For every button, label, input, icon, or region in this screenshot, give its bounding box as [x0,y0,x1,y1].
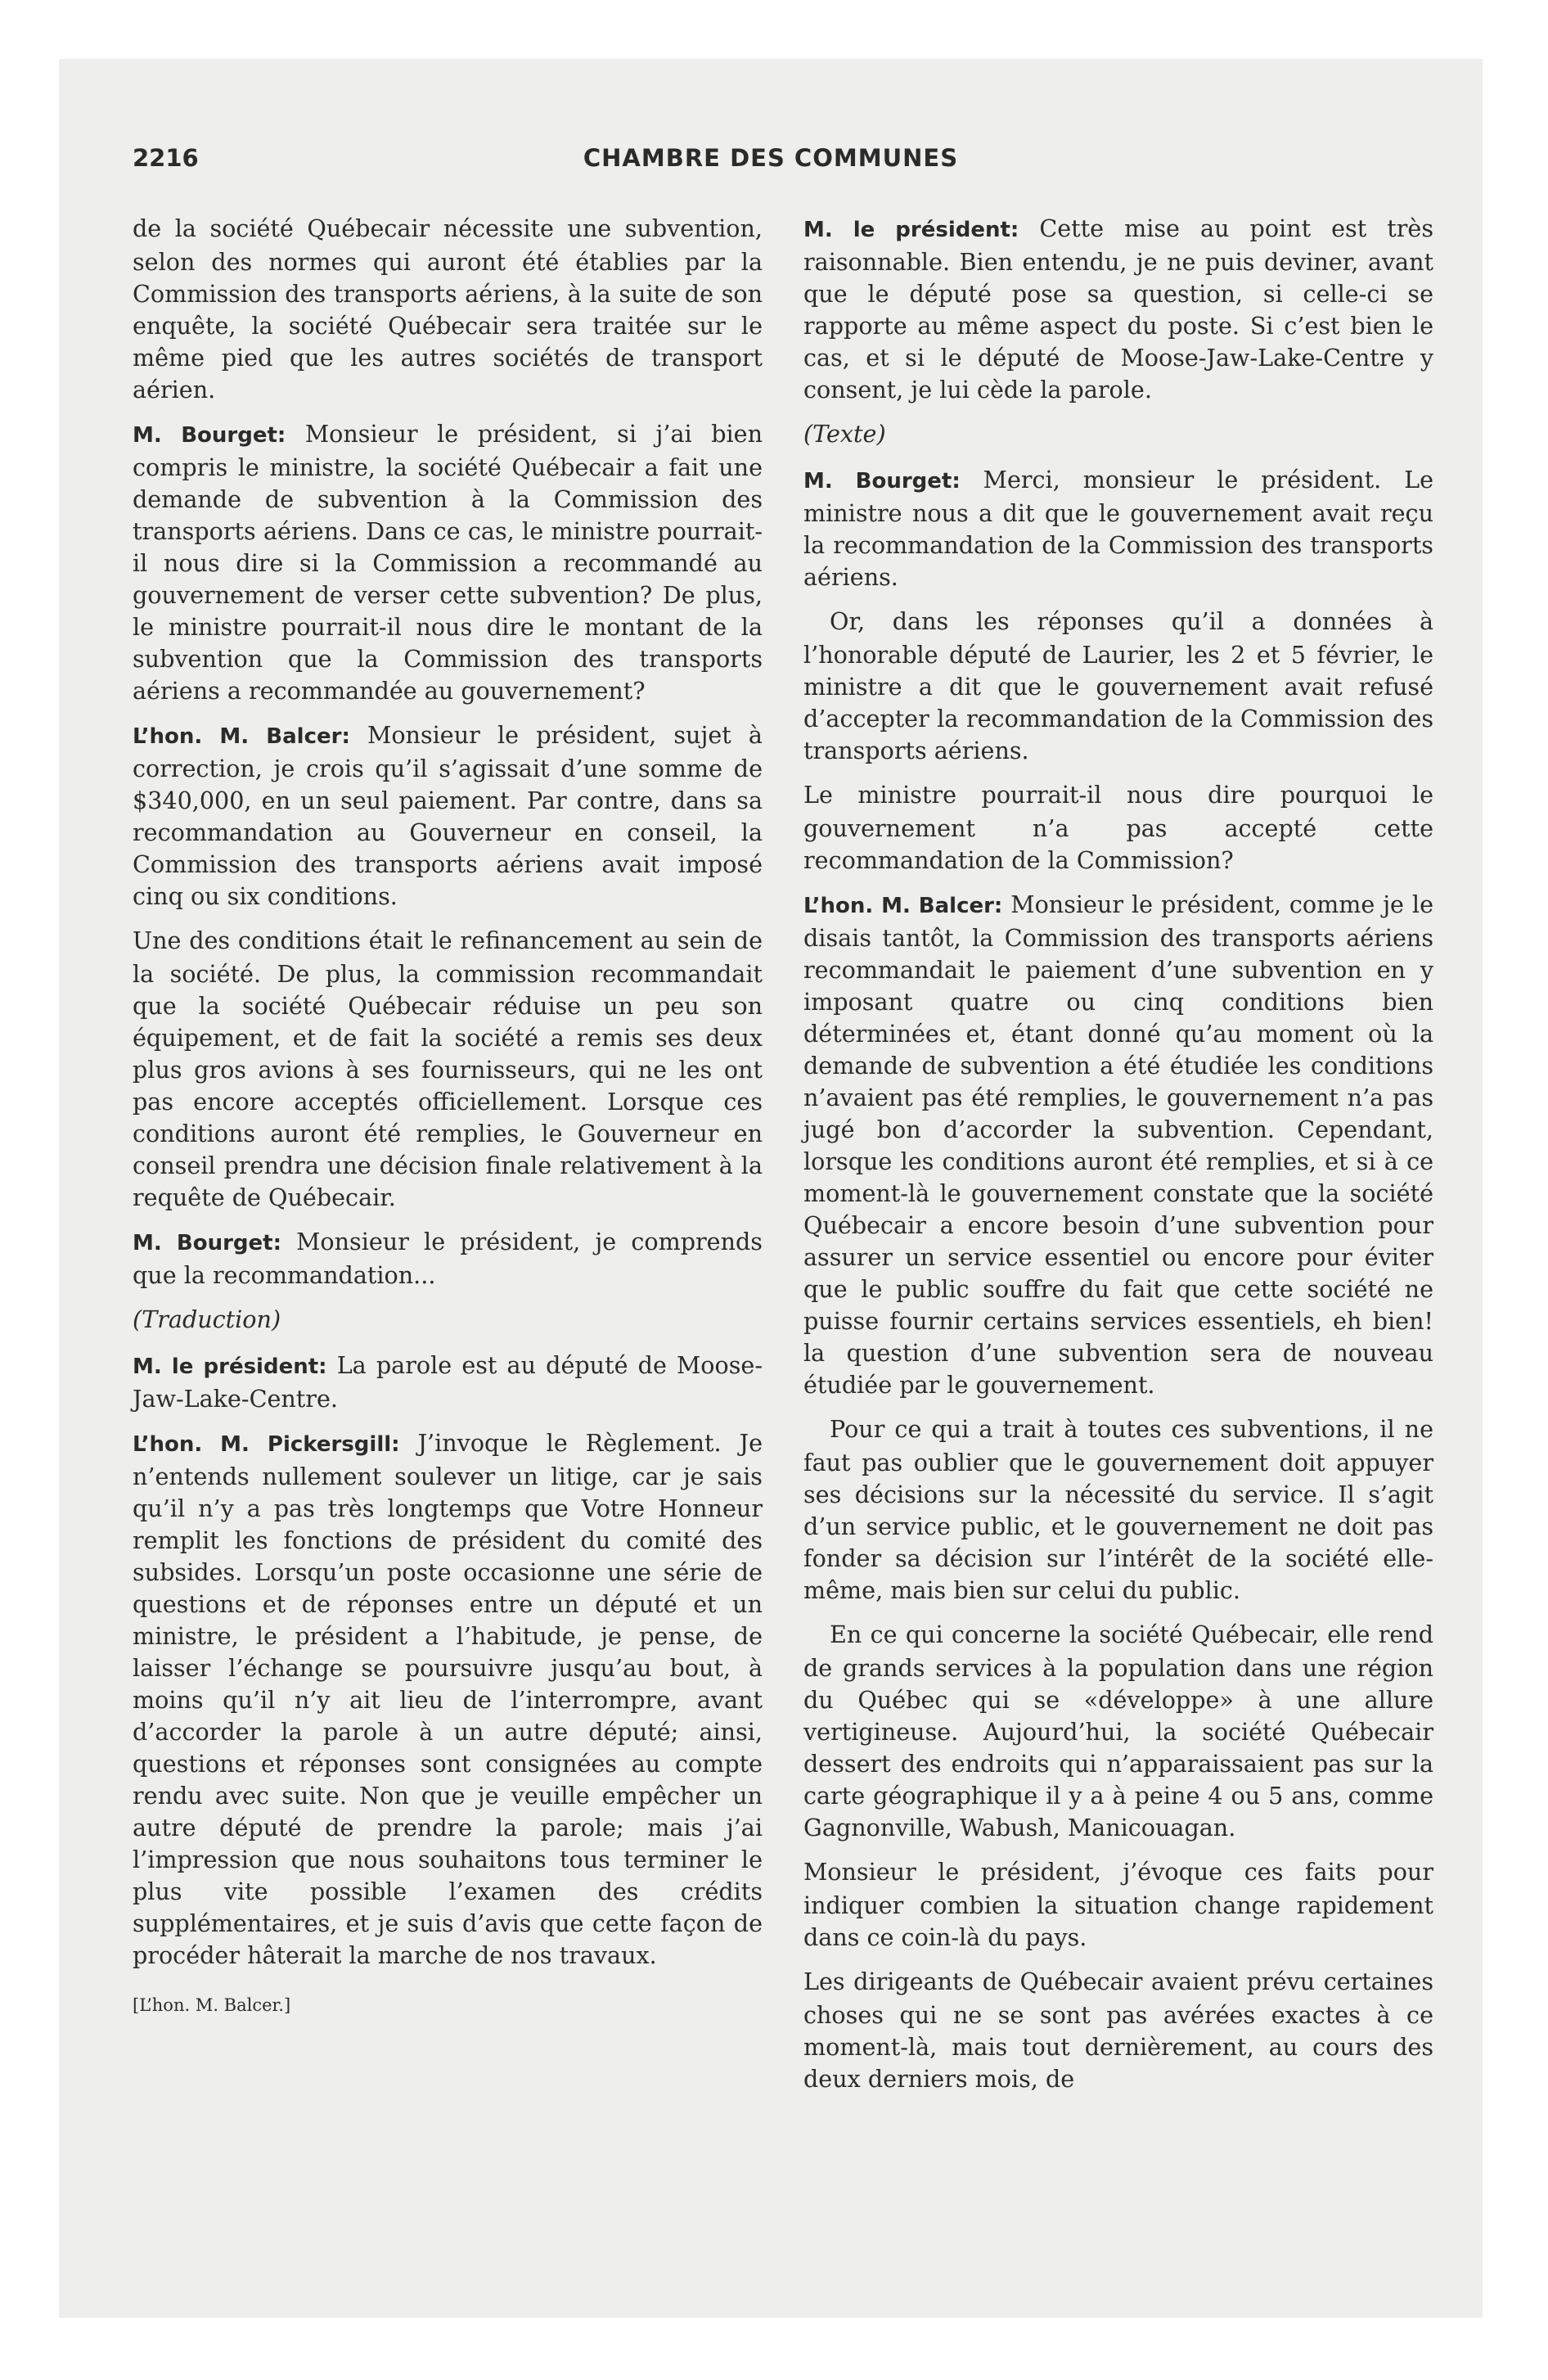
page-number: 2216 [133,144,199,172]
paragraph-text: Monsieur le président, si j’ai bien compris le ministre, la société Québecair a fait une demande de subvention à la Commission des transports aériens. Dans ce cas, le ministre pourrait-il nous dire si la Commission a recommandé au gouvernement de verser cette subvention? De plus, le ministre pourrait-il nous dire le montant de la subvention que la Commission des transports aériens a recommandée au gouvernement? [133,420,763,705]
paragraph-text: Monsieur le président, sujet à correction, je crois qu’il s’agissait d’une somme de $340,000, en un seul paiement. Par contre, dans sa recommandation au Gouverneur en conseil, la Commission des transports aériens avait imposé cinq ou six conditions. [133,721,763,910]
paragraph-text: de la société Québecair nécessite une subvention, selon des normes qui auront été établies par la Commission des transports aériens, à la suite de son enquête, la société Québecair sera traitée sur le même pied que les autres sociétés de transport aérien. [133,214,763,403]
paragraph-text: J’invoque le Règlement. Je n’entends nullement soulever un litige, car je sais qu’il n’y a pas très longtemps que Votre Honneur remplit les fonctions de président du comité des subsides. Lorsqu’un poste occasionne une série de questions et de réponses entre un député et un ministre, le président a l’habitude, je pense, de laisser l’échange se poursuivre jusqu’au bout, à moins qu’il n’y ait lieu de l’interrompre, avant d’accorder la parole à un autre député; ainsi, questions et réponses sont consignées au compte rendu avec suite. Non que je veuille empêcher un autre député de prendre la parole; mais j’ai l’impression que nous souhaitons tous terminer le plus vite possible l’examen des crédits supplémentaires, et je suis d’avis que cette façon de procéder hâterait la marche de nos travaux. [133,1429,763,1969]
paragraph-text: En ce qui concerne la société Québecair, elle rend de grands services à la population dans une région du Québec qui se «développe» à une allure vertigineuse. Aujourd’hui, la société Québecair dessert des endroits qui n’apparaissaient pas sur la carte géographique il y a à peine 4 ou 5 ans, comme Gagnonville, Wabush, Manicouagan. [803,1620,1433,1841]
paragraph-text: Monsieur le président, comme je le disais tantôt, la Commission des transports aériens recommandait le paiement d’une subvention en y imposant quatre ou cinq conditions bien déterminées et, étant donné qu’au moment où la demande de subvention a été étudiée les conditions n’avaient pas été remplies, le gouvernement n’a pas jugé bon d’accorder la subvention. Cependant, lorsque les conditions auront été remplies, et si à ce moment-là le gouvernement constate que la société Québecair a encore besoin d’une subvention pour assurer un service essentiel ou encore pour éviter que le public souffre du fait que cette société ne puisse fournir certains services essentiels, eh bien! la question d’une subvention sera de nouveau étudiée par le gouvernement. [803,890,1433,1399]
speaker-name: M. Bourget: [133,1231,281,1255]
paragraph [133,1226,763,1291]
paragraph [133,719,763,913]
paragraph-text: Le ministre pourrait-il nous dire pourquoi le gouvernement n’a pas accepté cette recommandation de la Commission? [803,781,1433,874]
right-column [803,213,1433,2095]
paragraph [133,1427,763,1972]
paragraph [133,925,763,1214]
paragraph [803,213,1433,406]
paragraph-text: Merci, monsieur le président. Le ministre nous a dit que le gouvernement avait reçu la recommandation de la Commission des transports aériens. [803,466,1433,591]
paragraph [133,1304,763,1337]
page-header [133,144,1409,180]
paragraph [803,1966,1433,2095]
paragraph-text: Une des conditions était le refinancement au sein de la société. De plus, la commission recommandait que la société Québecair réduise un peu son équipement, et de fait la société a remis ses deux plus gros avions à ses fournisseurs, qui ne les ont pas encore acceptés officiellement. Lorsque ces conditions auront été remplies, le Gouverneur en conseil prendra une décision finale relativement à la requête de Québecair. [133,926,763,1211]
paragraph [803,1619,1433,1844]
speaker-name: L’hon. M. Balcer: [133,724,350,749]
paragraph-text: Les dirigeants de Québecair avaient prévu certaines choses qui ne se sont pas avérées exactes à ce moment-là, mais tout dernièrement, au cours des deux derniers mois, de [803,1968,1433,2093]
paragraph [133,418,763,707]
paragraph [803,779,1433,877]
paragraph [133,213,763,406]
running-head: CHAMBRE DES COMMUNES [583,144,959,172]
paragraph [803,418,1433,452]
translation-note: (Traduction) [133,1305,281,1333]
paragraph-text: Or, dans les réponses qu’il a données à l’honorable député de Laurier, les 2 et 5 février, le ministre a dit que le gouvernement avait refusé d’accepter la recommandation de la Commission des transports aériens. [803,607,1433,764]
paragraph-text: Cette mise au point est très raisonnable. Bien entendu, je ne puis deviner, avant que le député pose sa question, si celle-ci se rapporte au même aspect du poste. Si c’est bien le cas, et si le député de Moose-Jaw-Lake-Centre y consent, je lui cède la parole. [803,214,1434,403]
speaker-name: M. Bourget: [133,423,286,448]
paragraph [133,1350,763,1415]
speaker-name: M. le président: [133,1355,327,1379]
speaker-footnote: [L’hon. M. Balcer.] [133,1995,291,2015]
speaker-name: L’hon. M. Balcer: [803,894,1003,918]
page [59,59,1483,2318]
speaker-name: M. Bourget: [803,469,961,494]
paragraph [803,889,1433,1401]
speaker-name: M. le président: [803,218,1019,242]
paragraph-text: Monsieur le président, j’évoque ces faits pour indiquer combien la situation change rapidement dans ce coin-là du pays. [803,1858,1433,1951]
paragraph [803,464,1433,593]
paragraph-text: La parole est au député de Moose-Jaw-Lake-Centre. [133,1351,763,1413]
speaker-name: L’hon. M. Pickersgill: [133,1432,400,1457]
left-column [133,213,763,2022]
paragraph-text: Pour ce qui a trait à toutes ces subventions, il ne faut pas oublier que le gouvernement doit appuyer ses décisions sur la nécessité du service. Il s’agit d’un service public, et le gouvernement ne doit pas fonder sa décision sur l’intérêt de la société elle-même, mais bien sur celui du public. [803,1415,1433,1604]
text-note: (Texte) [803,420,886,448]
paragraph-text: Monsieur le président, je comprends que la recommandation... [133,1228,763,1289]
paragraph [803,606,1433,767]
paragraph [803,1413,1433,1607]
paragraph [803,1856,1433,1954]
